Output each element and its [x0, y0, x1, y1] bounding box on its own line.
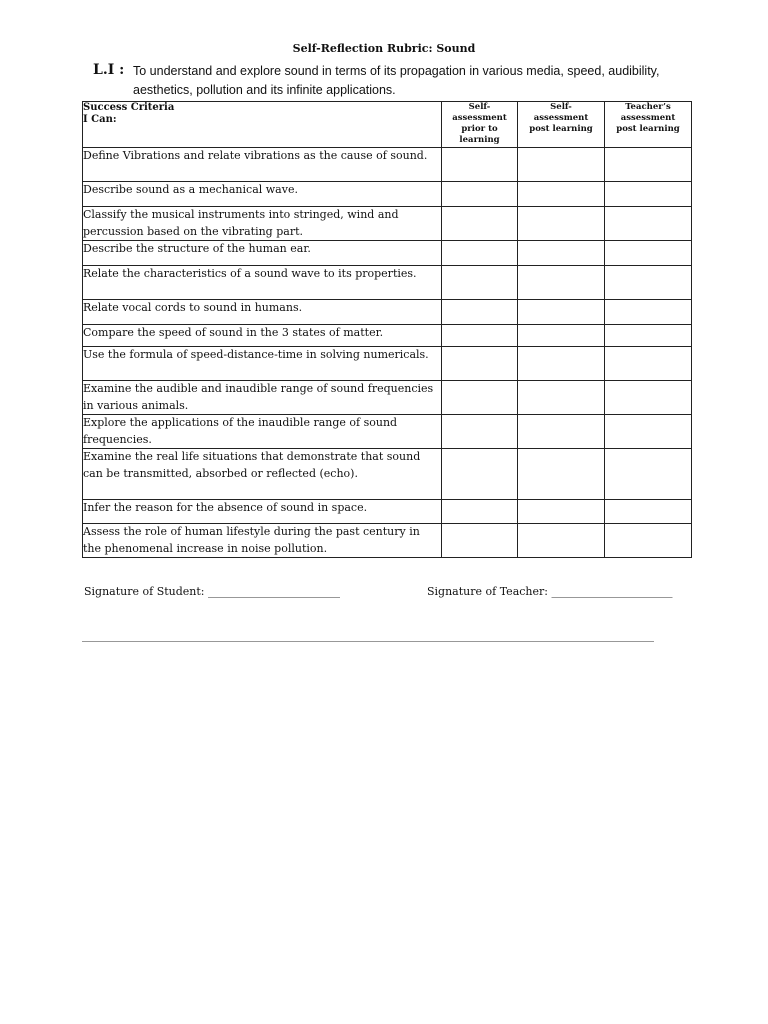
bottom-divider-line: ________________________________________________________________________________________________________ — [82, 629, 654, 642]
self-prior-cell[interactable] — [442, 347, 518, 381]
learning-intention-line-1: To understand and explore sound in terms of its propagation in various media, speed, audibility, — [133, 64, 660, 78]
column-header-text: prior to — [461, 124, 498, 134]
table-row — [83, 148, 692, 182]
table-header-row — [83, 102, 692, 148]
self-prior-cell[interactable] — [442, 148, 518, 182]
self-prior-cell[interactable] — [442, 325, 518, 347]
page-title: Self-Reflection Rubric: Sound — [292, 42, 476, 55]
teacher-post-cell[interactable] — [605, 182, 692, 207]
self-post-cell[interactable] — [518, 524, 605, 558]
success-criteria-header-line-1: Success Criteria — [83, 102, 175, 113]
self-prior-cell[interactable] — [442, 182, 518, 207]
table-row — [83, 524, 692, 558]
table-row — [83, 241, 692, 266]
criterion-cell: Examine the audible and inaudible range of sound frequencies in various animals. — [83, 381, 442, 415]
criterion-cell: Describe the structure of the human ear. — [83, 241, 442, 266]
student-signature-field[interactable]: Signature of Student: ________________________ — [84, 585, 340, 598]
criterion-cell: Define Vibrations and relate vibrations as the cause of sound. — [83, 148, 442, 182]
criterion-cell: Relate the characteristics of a sound wave to its properties. — [83, 266, 442, 300]
criterion-cell: Describe sound as a mechanical wave. — [83, 182, 442, 207]
table-row — [83, 415, 692, 449]
self-post-cell[interactable] — [518, 182, 605, 207]
column-header-text: Teacher’s — [625, 102, 671, 112]
self-post-cell[interactable] — [518, 381, 605, 415]
teacher-post-cell[interactable] — [605, 415, 692, 449]
column-header-text: Self- — [468, 102, 491, 112]
criterion-cell: Examine the real life situations that demonstrate that sound can be transmitted, absorbed or reflected (echo). — [83, 449, 442, 500]
teacher-post-cell[interactable] — [605, 148, 692, 182]
teacher-post-cell[interactable] — [605, 449, 692, 500]
self-prior-cell[interactable] — [442, 266, 518, 300]
teacher-post-cell[interactable] — [605, 500, 692, 524]
column-header-text: post learning — [616, 124, 680, 134]
self-prior-cell[interactable] — [442, 449, 518, 500]
self-prior-cell[interactable] — [442, 300, 518, 325]
criterion-cell: Classify the musical instruments into stringed, wind and percussion based on the vibrating part. — [83, 207, 442, 241]
self-prior-cell[interactable] — [442, 241, 518, 266]
self-prior-cell[interactable] — [442, 524, 518, 558]
teacher-post-cell[interactable] — [605, 241, 692, 266]
table-row — [83, 347, 692, 381]
table-row — [83, 207, 692, 241]
table-row — [83, 500, 692, 524]
self-post-cell[interactable] — [518, 325, 605, 347]
self-post-cell[interactable] — [518, 207, 605, 241]
teacher-post-cell[interactable] — [605, 207, 692, 241]
table-row — [83, 325, 692, 347]
column-header-teacher-post — [605, 102, 692, 148]
learning-intention-text — [133, 62, 698, 100]
learning-intention-line-2: aesthetics, pollution and its infinite applications. — [133, 83, 396, 97]
teacher-post-cell[interactable] — [605, 347, 692, 381]
column-header-text: assessment — [620, 113, 676, 123]
self-post-cell[interactable] — [518, 500, 605, 524]
success-criteria-header-line-2: I Can: — [83, 114, 117, 125]
self-post-cell[interactable] — [518, 347, 605, 381]
self-prior-cell[interactable] — [442, 207, 518, 241]
table-row — [83, 182, 692, 207]
teacher-post-cell[interactable] — [605, 266, 692, 300]
column-header-text: learning — [459, 135, 500, 145]
self-post-cell[interactable] — [518, 241, 605, 266]
teacher-post-cell[interactable] — [605, 300, 692, 325]
teacher-post-cell[interactable] — [605, 325, 692, 347]
table-row — [83, 381, 692, 415]
teacher-post-cell[interactable] — [605, 524, 692, 558]
criterion-cell: Compare the speed of sound in the 3 states of matter. — [83, 325, 442, 347]
self-prior-cell[interactable] — [442, 381, 518, 415]
teacher-signature-field[interactable]: Signature of Teacher: ______________________ — [427, 585, 673, 598]
column-header-self-post — [518, 102, 605, 148]
rubric-table — [82, 101, 692, 558]
criterion-cell: Infer the reason for the absence of sound in space. — [83, 500, 442, 524]
self-post-cell[interactable] — [518, 449, 605, 500]
table-row — [83, 300, 692, 325]
column-header-text: post learning — [529, 124, 593, 134]
table-row — [83, 266, 692, 300]
learning-intention-label: L.I : — [93, 62, 125, 78]
self-prior-cell[interactable] — [442, 500, 518, 524]
self-post-cell[interactable] — [518, 266, 605, 300]
column-header-self-prior — [442, 102, 518, 148]
success-criteria-header — [83, 102, 442, 148]
self-post-cell[interactable] — [518, 300, 605, 325]
self-prior-cell[interactable] — [442, 415, 518, 449]
teacher-post-cell[interactable] — [605, 381, 692, 415]
criterion-cell: Relate vocal cords to sound in humans. — [83, 300, 442, 325]
column-header-text: assessment — [452, 113, 507, 123]
criterion-cell: Assess the role of human lifestyle during the past century in the phenomenal increase in noise pollution. — [83, 524, 442, 558]
table-row — [83, 449, 692, 500]
criterion-cell: Explore the applications of the inaudible range of sound frequencies. — [83, 415, 442, 449]
self-post-cell[interactable] — [518, 148, 605, 182]
self-post-cell[interactable] — [518, 415, 605, 449]
column-header-text: assessment — [533, 113, 589, 123]
criterion-cell: Use the formula of speed-distance-time in solving numericals. — [83, 347, 442, 381]
column-header-text: Self- — [550, 102, 572, 112]
